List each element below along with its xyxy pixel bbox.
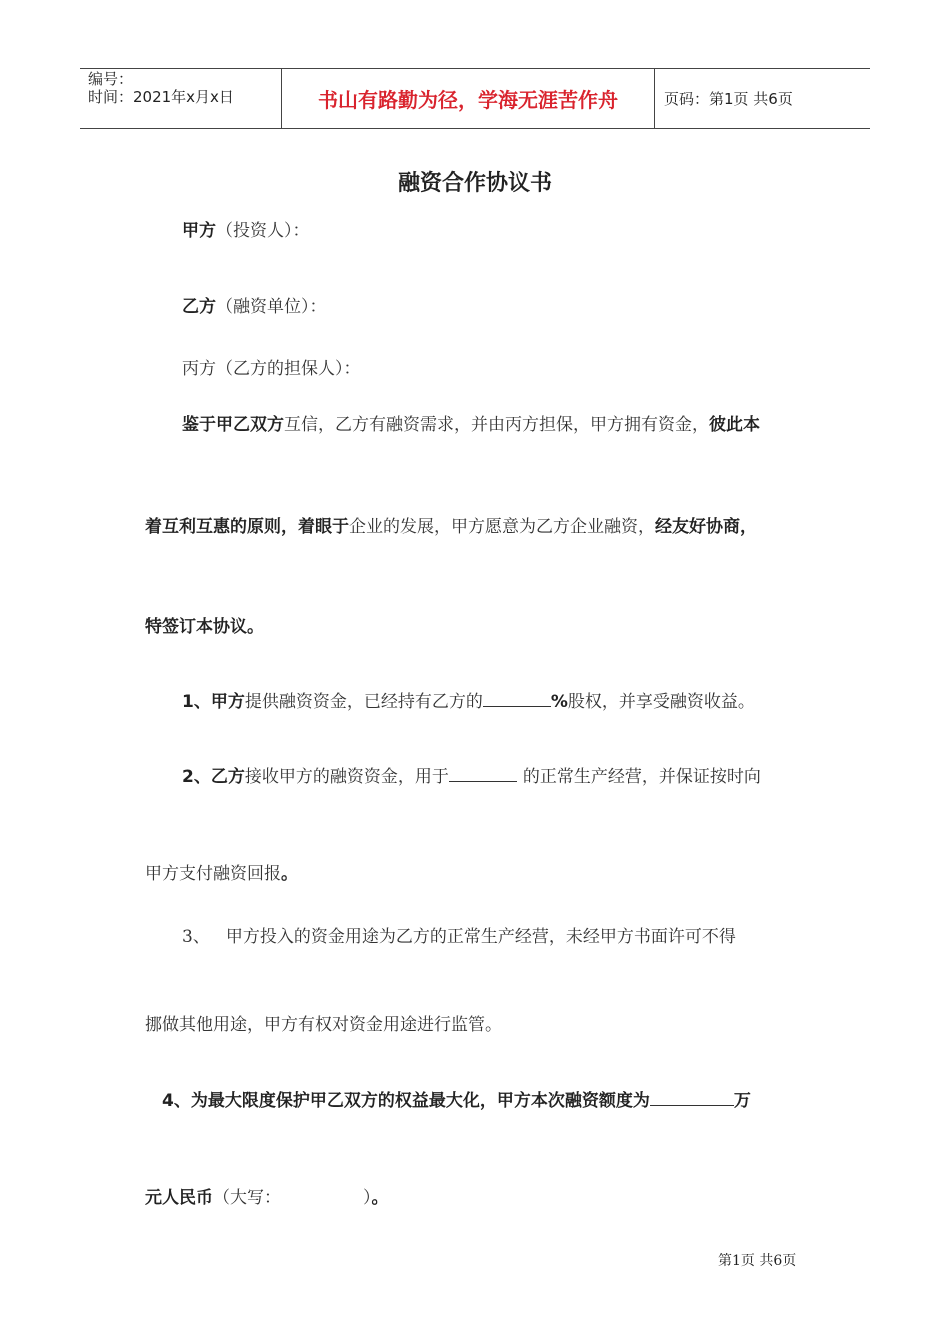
clause-1-text-2: 股权，并享受融资收益。 (567, 692, 755, 712)
header-motto: 书山有路勤为径，学海无涯苦作舟 (318, 88, 618, 112)
clause-2-period: 。 (281, 864, 298, 884)
intro-line-1 (182, 414, 760, 436)
clause-2-number: 2、 (182, 767, 211, 787)
intro-bold-3: 特签订本协议。 (145, 617, 264, 637)
clause-3-text: 甲方投入的资金用途为乙方的正常生产经营，未经甲方书面许可不得 (225, 927, 736, 947)
clause-4-period: 。 (371, 1188, 389, 1208)
clause-4 (162, 1089, 751, 1112)
clause-4-unit: 万 (733, 1091, 751, 1111)
clause-3-line-2: 挪做其他用途，甲方有权对资金用途进行监管。 (145, 1015, 502, 1035)
clause-2-party: 乙方 (210, 767, 245, 787)
clause-1-blank[interactable] (483, 690, 551, 707)
clause-3-number: 3、 (182, 927, 210, 947)
party-a-line (182, 220, 310, 242)
clause-2-text-2: 的正常生产经营，并保证按时向 (522, 767, 761, 787)
clause-4-close-paren: ） (363, 1188, 372, 1208)
intro-bold-1b: 彼此本 (709, 415, 760, 435)
header-number-label: 编号： (88, 70, 134, 88)
party-a-name: 甲方 (182, 221, 216, 241)
party-a-role: （投资人）： (216, 221, 310, 241)
clause-1 (182, 690, 755, 713)
clause-2-line-2 (145, 863, 298, 885)
clause-2 (182, 765, 761, 788)
header-bottom-rule (80, 128, 870, 129)
document-title: 融资合作协议书 (397, 171, 552, 196)
clause-1-party: 甲方 (210, 692, 245, 712)
clause-4-uppercase-label: （大写： (213, 1188, 281, 1208)
clause-4-currency: 元人民币 (145, 1188, 213, 1208)
clause-1-percent: % (550, 692, 568, 712)
clause-4-line-2 (145, 1187, 389, 1209)
intro-line-2 (145, 516, 757, 538)
header-time-label: 时间：2021年x月x日 (88, 88, 234, 106)
clause-4-text: 4、为最大限度保护甲乙双方的权益最大化，甲方本次融资额度为 (162, 1091, 650, 1111)
intro-bold-2: 着互利互惠的原则，着眼于 (145, 517, 349, 537)
clause-2-text: 接收甲方的融资资金，用于 (244, 767, 449, 787)
header-divider-right (654, 68, 655, 129)
intro-line-3 (145, 616, 264, 638)
party-c-line: 丙方（乙方的担保人）： (182, 359, 361, 379)
clause-1-text: 提供融资资金，已经持有乙方的 (244, 692, 483, 712)
clause-4-blank[interactable] (650, 1089, 734, 1106)
clause-1-number: 1、 (182, 692, 211, 712)
footer-page-number: 第1页 共6页 (718, 1253, 797, 1269)
header-page-info: 页码：第1页 共6页 (664, 90, 793, 108)
intro-bold-1: 鉴于甲乙双方 (182, 415, 284, 435)
intro-text-1: 互信，乙方有融资需求，并由丙方担保，甲方拥有资金， (284, 415, 709, 435)
clause-3 (182, 926, 736, 948)
clause-2-blank[interactable] (449, 765, 517, 782)
party-b-role: （融资单位）： (216, 297, 327, 317)
intro-bold-2b: 经友好协商， (655, 517, 757, 537)
header-top-rule (80, 68, 870, 69)
party-b-line (182, 296, 327, 318)
party-b-name: 乙方 (182, 297, 216, 317)
clause-2-continuation: 甲方支付融资回报 (145, 864, 281, 884)
intro-text-2: 企业的发展，甲方愿意为乙方企业融资， (349, 517, 655, 537)
